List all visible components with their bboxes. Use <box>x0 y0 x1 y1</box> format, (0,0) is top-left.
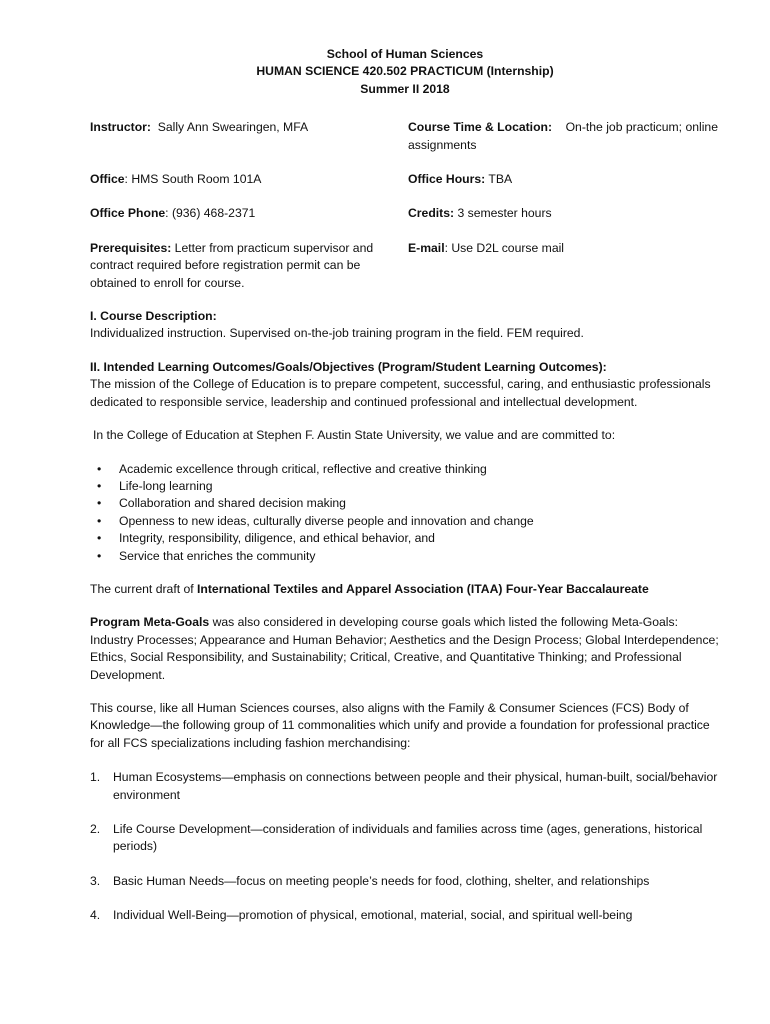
meta-goals-paragraph: Program Meta-Goals was also considered in developing course goals which listed the following Meta-Goals: Industry Processes; Appearance and Human Behavior; Aesthetics and the Design Process; Global Interdependence; Ethics, Social Responsibility, and Sustainability; Critical, Creative, and Quantitative Thinking; and Professional Development. <box>90 615 719 682</box>
credits-field <box>408 205 720 222</box>
course-description-text: Individualized instruction. Supervised on-the-job training program in the field. FEM required. <box>90 326 584 341</box>
prerequisites-field <box>90 240 408 292</box>
bullet-icon: • <box>97 513 102 528</box>
office-hours-value: TBA <box>485 172 513 187</box>
office-label: Office <box>90 172 125 187</box>
learning-outcomes-heading: II. Intended Learning Outcomes/Goals/Objectives (Program/Student Learning Outcomes): <box>90 359 607 374</box>
email-field <box>408 240 720 292</box>
list-item: • Academic excellence through critical, reflective and creative thinking <box>90 461 720 478</box>
itaa-paragraph: The current draft of International Textiles and Apparel Association (ITAA) Four-Year Baccalaureate <box>90 581 649 596</box>
bullet-icon: • <box>97 461 102 476</box>
email-label: E-mail <box>408 240 445 255</box>
values-list <box>90 461 720 565</box>
prerequisites-value: Letter from practicum supervisor and contract required before registration permit can be obtained to enroll for course. <box>90 240 374 290</box>
list-item: • Collaboration and shared decision making <box>90 495 720 512</box>
instructor-field <box>90 119 408 154</box>
commonalities-list <box>90 769 720 924</box>
mission-statement: The mission of the College of Education is to prepare competent, successful, caring, and enthusiastic professionals dedicated to responsible service, leadership and continued professional and intellectual development. <box>90 377 711 409</box>
office-hours-field <box>408 171 720 188</box>
bullet-icon: • <box>97 531 102 546</box>
bullet-icon: • <box>97 478 102 493</box>
list-item: • Integrity, responsibility, diligence, and ethical behavior, and <box>90 530 720 547</box>
list-item: • Service that enriches the community <box>90 548 720 565</box>
fcs-paragraph: This course, like all Human Sciences courses, also aligns with the Family & Consumer Sciences (FCS) Body of Knowledge—the following group of 11 commonalities which unify and provide a foundation for professional practice for all FCS specializations including fashion merchandising: <box>90 700 710 750</box>
office-value: : HMS South Room 101A <box>124 172 262 187</box>
office-field <box>90 171 408 188</box>
course-info-grid <box>90 119 720 309</box>
list-item: 3. Basic Human Needs—focus on meeting people’s needs for food, clothing, shelter, and relationships <box>90 873 650 888</box>
course-time-value: On-the job practicum; online assignments <box>408 120 718 152</box>
list-item: • Openness to new ideas, culturally diverse people and innovation and change <box>90 513 720 530</box>
instructor-value: Sally Ann Swearingen, MFA <box>157 120 309 135</box>
course-description-heading: I. Course Description: <box>90 309 217 324</box>
email-value: : Use D2L course mail <box>444 240 565 255</box>
itaa-title: International Textiles and Apparel Association (ITAA) Four-Year Baccalaureate <box>197 581 649 596</box>
meta-goals-title: Program Meta-Goals <box>90 615 210 630</box>
list-item: • Life-long learning <box>90 478 720 495</box>
syllabus-page <box>90 46 720 925</box>
learning-outcomes-section <box>90 359 720 925</box>
course-time-label: Course Time & Location: <box>408 120 553 135</box>
prerequisites-label: Prerequisites: <box>90 240 172 255</box>
list-item: 4. Individual Well-Being—promotion of physical, emotional, material, social, and spiritual well-being <box>90 908 633 923</box>
credits-value: 3 semester hours <box>454 206 552 221</box>
office-phone-label: Office Phone <box>90 206 166 221</box>
instructor-label: Instructor: <box>90 120 151 135</box>
term-title: Summer II 2018 <box>360 81 450 96</box>
course-title: HUMAN SCIENCE 420.502 PRACTICUM (Internship) <box>256 64 554 79</box>
office-hours-label: Office Hours: <box>408 172 486 187</box>
credits-label: Credits: <box>408 206 455 221</box>
office-phone-value: : (936) 468-2371 <box>165 206 256 221</box>
office-phone-field <box>90 205 408 222</box>
bullet-icon: • <box>97 548 102 563</box>
list-item: 1. Human Ecosystems—emphasis on connections between people and their physical, human-built, social/behavior environment <box>90 770 718 802</box>
list-item: 2. Life Course Development—consideration of individuals and families across time (ages, generations, historical periods) <box>90 822 703 854</box>
bullet-icon: • <box>97 496 102 511</box>
course-time-field <box>408 119 720 154</box>
course-description-section <box>90 308 720 343</box>
values-intro: In the College of Education at Stephen F. Austin State University, we value and are committed to: <box>93 428 616 443</box>
school-title: School of Human Sciences <box>326 47 484 61</box>
